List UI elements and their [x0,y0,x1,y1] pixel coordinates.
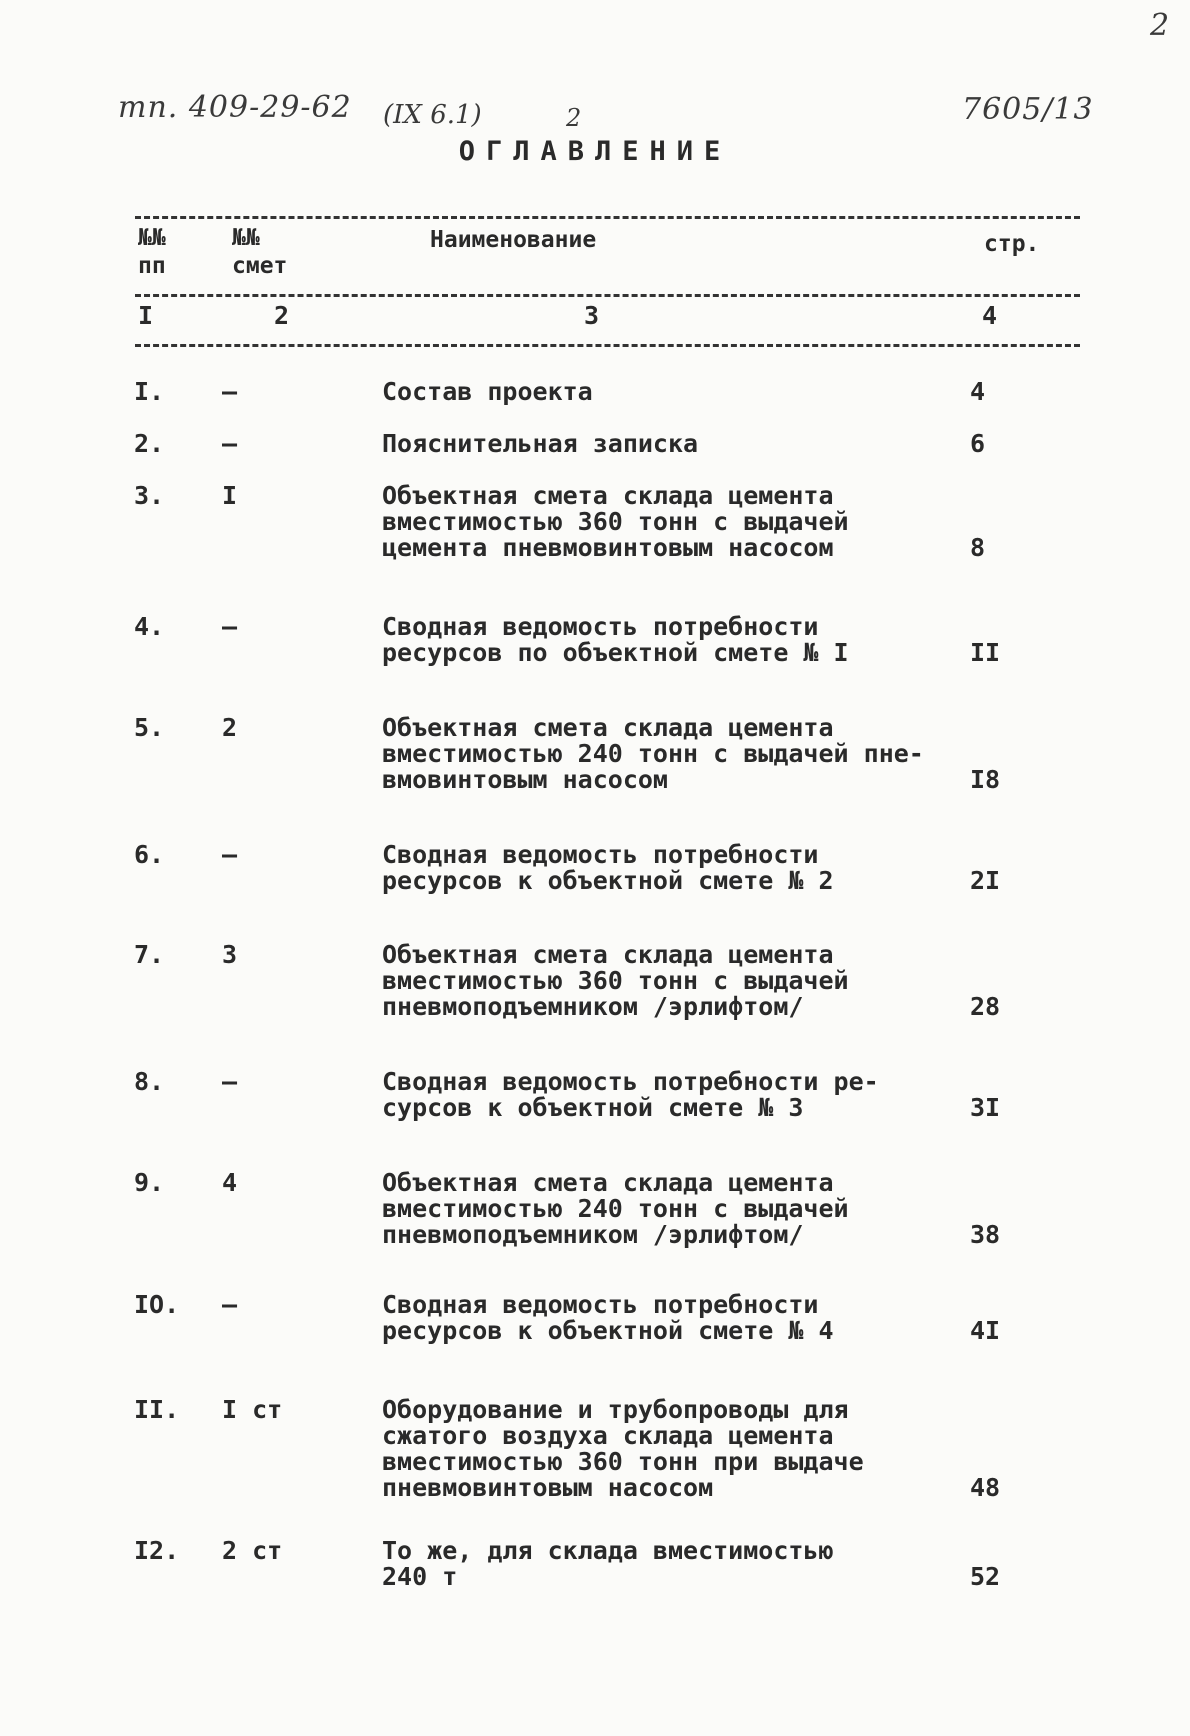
row-name-line: пневмовинтовым насосом [382,1473,714,1502]
row-estimate-number: – [222,612,238,641]
table-top-rule [135,216,1080,219]
row-estimate-number: 3 [222,940,238,969]
row-name-line: ресурсов к объектной смете № 2 [382,866,834,895]
row-name-line: ресурсов к объектной смете № 4 [382,1316,834,1345]
row-estimate-number: 4 [222,1168,238,1197]
row-item-number: 8. [134,1067,165,1096]
row-page-number: 6 [970,429,986,458]
row-estimate-number: I [222,481,238,510]
row-name-line: Сводная ведомость потребности [382,612,819,641]
row-page-number: 48 [970,1473,1001,1502]
row-item-number: 9. [134,1168,165,1197]
header-estimate-number-line2: смет [232,253,288,279]
row-page-number: I8 [970,765,1001,794]
row-name-line: пневмоподъемником /эрлифтом/ [382,1220,804,1249]
row-name-line: Сводная ведомость потребности [382,1290,819,1319]
header-page-label: стр. [984,231,1040,257]
header-estimate-number [232,224,287,280]
row-item-number: IO. [134,1290,180,1319]
header-rule [135,294,1080,297]
row-name-line: вместимостью 240 тонн с выдачей [382,1194,849,1223]
row-item-number: II. [134,1395,180,1424]
row-name [382,379,593,405]
row-name-line: Сводная ведомость потребности [382,840,819,869]
row-item-number: 5. [134,713,165,742]
header-item-number [138,224,166,280]
row-name [382,483,849,561]
row-name [382,1170,849,1248]
row-item-number: 2. [134,429,165,458]
row-estimate-number: – [222,429,238,458]
row-item-number: 4. [134,612,165,641]
registration-number: 7605/13 [962,92,1094,127]
page-title: ОГЛАВЛЕНИЕ [458,136,732,167]
row-page-number: 38 [970,1220,1001,1249]
row-name [382,614,849,666]
section-code: (IX 6.1) [383,100,482,130]
row-estimate-number: – [222,1290,238,1319]
row-item-number: 7. [134,940,165,969]
row-page-number: 4I [970,1316,1001,1345]
header-name [430,226,596,254]
column-number-3: 3 [584,301,600,330]
row-name [382,1069,879,1121]
row-name-line: цемента пневмовинтовым насосом [382,533,834,562]
row-name-line: Пояснительная записка [382,429,699,458]
column-number-4: 4 [982,301,998,330]
row-name-line: Объектная смета склада цемента [382,481,834,510]
page-mark: 2 [566,104,582,132]
row-estimate-number: – [222,377,238,406]
row-name [382,715,924,793]
row-name-line: Объектная смета склада цемента [382,713,834,742]
column-number-2: 2 [274,301,290,330]
row-item-number: 3. [134,481,165,510]
column-number-1: I [138,301,154,330]
row-page-number: II [970,638,1001,667]
row-name-line: вместимостью 240 тонн с выдачей пне- [382,739,924,768]
sheet-number: 2 [1150,8,1170,43]
row-name [382,942,849,1020]
row-name-line: вместимостью 360 тонн с выдачей [382,507,849,536]
row-name-line: Состав проекта [382,377,593,406]
row-page-number: 3I [970,1093,1001,1122]
row-estimate-number: – [222,840,238,869]
row-name-line: ресурсов по объектной смете № I [382,638,849,667]
row-name-line: сжатого воздуха склада цемента [382,1421,834,1450]
row-estimate-number: 2 ст [222,1536,283,1565]
row-name [382,1538,834,1590]
row-item-number: 6. [134,840,165,869]
row-name-line: сурсов к объектной смете № 3 [382,1093,804,1122]
row-name-line: вмовинтовым насосом [382,765,668,794]
header-estimate-number-line1: №№ [232,225,260,251]
row-estimate-number: – [222,1067,238,1096]
row-name-line: Объектная смета склада цемента [382,1168,834,1197]
header-item-number-line2: пп [138,253,166,279]
row-name [382,842,834,894]
row-page-number: 8 [970,533,986,562]
row-name [382,1292,834,1344]
row-page-number: 28 [970,992,1001,1021]
row-name-line: вместимостью 360 тонн при выдаче [382,1447,864,1476]
row-name-line: вместимостью 360 тонн с выдачей [382,966,849,995]
row-page-number: 52 [970,1562,1001,1591]
row-name [382,1397,864,1501]
row-name-line: Объектная смета склада цемента [382,940,834,969]
document-code: тп. 409-29-62 [118,90,352,125]
row-estimate-number: I ст [222,1395,283,1424]
row-name-line: 240 т [382,1562,458,1591]
header-name-label: Наименование [430,227,597,253]
row-name-line: Сводная ведомость потребности ре- [382,1067,879,1096]
header-item-number-line1: №№ [138,225,166,251]
row-name-line: То же, для склада вместимостью [382,1536,834,1565]
row-page-number: 4 [970,377,986,406]
row-estimate-number: 2 [222,713,238,742]
row-item-number: I. [134,377,165,406]
row-name-line: пневмоподъемником /эрлифтом/ [382,992,804,1021]
row-page-number: 2I [970,866,1001,895]
row-name [382,431,698,457]
row-item-number: I2. [134,1536,180,1565]
column-number-rule [135,344,1080,347]
header-page [984,230,1039,258]
row-name-line: Оборудование и трубопроводы для [382,1395,849,1424]
